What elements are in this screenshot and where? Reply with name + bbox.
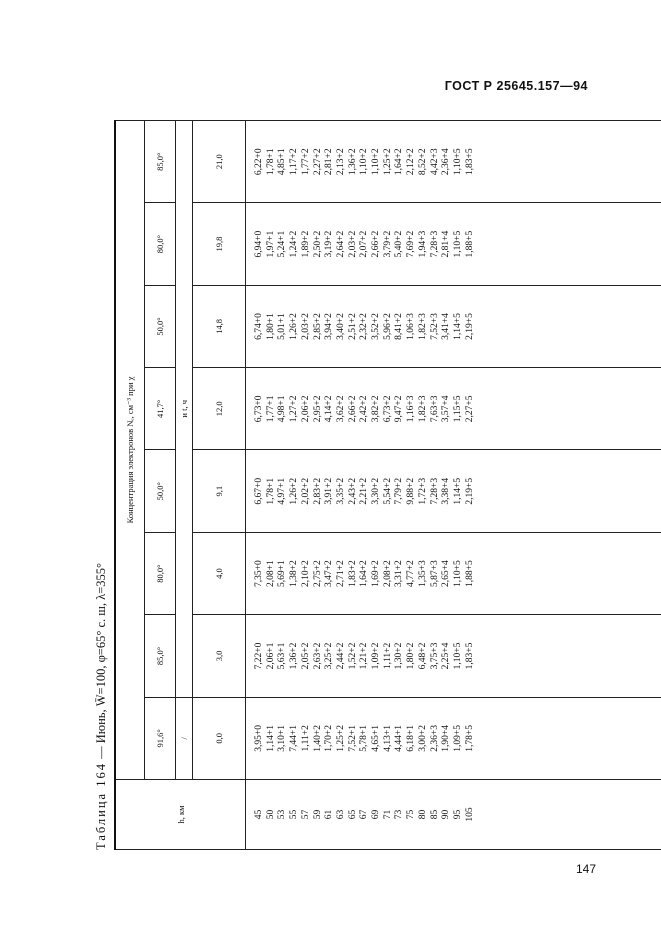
data-cell: 1,72+3 bbox=[417, 477, 428, 505]
data-cell: 2,07+2 bbox=[359, 230, 370, 258]
height-cell: 53 bbox=[277, 809, 288, 820]
t-header-cell: 3,0 bbox=[193, 615, 246, 697]
data-cell: 5,87+3 bbox=[429, 560, 440, 587]
data-cell: 6,18+1 bbox=[406, 724, 417, 752]
data-cell: 2,05+2 bbox=[300, 642, 311, 670]
data-cell: 2,02+2 bbox=[300, 477, 311, 505]
data-cell: 1,69+2 bbox=[371, 560, 382, 587]
data-cell: 7,52+3 bbox=[429, 313, 440, 340]
data-cell: 4,13+1 bbox=[382, 724, 393, 752]
data-table bbox=[114, 120, 661, 850]
data-cell: 1,26+2 bbox=[289, 313, 300, 340]
height-cell: 75 bbox=[406, 809, 417, 820]
data-cell: 1,88+5 bbox=[464, 560, 475, 587]
data-cell: 2,13+2 bbox=[335, 148, 346, 176]
data-cell: 3,79+2 bbox=[382, 230, 393, 258]
time-header-row bbox=[176, 121, 193, 850]
chi-header-cell: 41,7° bbox=[145, 368, 176, 450]
chi-header-row bbox=[145, 121, 176, 850]
height-cell: 105 bbox=[464, 807, 475, 822]
data-column bbox=[246, 615, 661, 697]
chi-header-cell: 50,0° bbox=[145, 285, 176, 367]
data-column bbox=[246, 450, 661, 532]
data-cell: 1,14+1 bbox=[265, 724, 276, 752]
data-cell: 1,97+1 bbox=[265, 230, 276, 258]
data-cell: 3,47+2 bbox=[324, 560, 335, 587]
data-cell: 6,67+0 bbox=[254, 477, 264, 505]
chi-header-cell: 80,0° bbox=[145, 532, 176, 614]
data-cell: 2,43+2 bbox=[347, 477, 358, 505]
data-cell: 9,47+2 bbox=[394, 395, 405, 423]
data-cell: 1,82+3 bbox=[417, 395, 428, 423]
data-cell: 1,80+1 bbox=[265, 313, 276, 340]
data-cell: 7,28+3 bbox=[429, 230, 440, 258]
data-cell: 2,75+2 bbox=[312, 560, 323, 587]
data-cell: 4,98+1 bbox=[277, 395, 288, 423]
data-cell: 3,75+3 bbox=[429, 642, 440, 670]
rotated-table-block bbox=[88, 120, 598, 850]
data-cell: 1,11+2 bbox=[300, 725, 311, 752]
table-caption-text: — Июнь, W̄=100, φ=65° с. ш, λ=355° bbox=[94, 563, 108, 763]
t-header-cell: 9,1 bbox=[193, 450, 246, 532]
data-cell: 2,32+2 bbox=[359, 313, 370, 340]
data-cell: 1,70+2 bbox=[324, 724, 335, 752]
data-cell: 5,78+1 bbox=[359, 724, 370, 752]
data-cell: 3,35+2 bbox=[335, 477, 346, 505]
data-cell: 1,38+2 bbox=[289, 560, 300, 587]
data-cell: 2,21+2 bbox=[359, 477, 370, 505]
height-cell: 65 bbox=[347, 809, 358, 820]
data-body-row bbox=[246, 121, 661, 850]
data-cell: 2,36+3 bbox=[429, 724, 440, 752]
t-header-cell: 14,8 bbox=[193, 285, 246, 367]
data-cell: 2,27+5 bbox=[464, 395, 475, 423]
data-cell: 4,42+3 bbox=[429, 148, 440, 176]
data-cell: 3,25+2 bbox=[324, 642, 335, 670]
data-cell: 4,65+1 bbox=[371, 724, 382, 752]
height-cell: 50 bbox=[265, 809, 276, 820]
height-cell: 67 bbox=[359, 809, 370, 820]
data-cell: 1,77+1 bbox=[265, 395, 276, 423]
data-cell: 5,24+1 bbox=[277, 230, 288, 258]
data-cell: 1,06+3 bbox=[406, 313, 417, 340]
data-cell: 5,54+2 bbox=[382, 477, 393, 505]
data-cell: 3,52+2 bbox=[371, 313, 382, 340]
data-cell: 2,85+2 bbox=[312, 313, 323, 340]
data-cell: 2,19+5 bbox=[464, 313, 475, 340]
data-cell: 7,52+1 bbox=[347, 724, 358, 752]
data-cell: 6,73+0 bbox=[254, 395, 264, 423]
t-header-cell: 19,8 bbox=[193, 203, 246, 285]
data-cell: 3,00+2 bbox=[417, 724, 428, 752]
data-cell: 9,88+2 bbox=[406, 477, 417, 505]
data-cell: 1,14+5 bbox=[452, 477, 463, 505]
height-cell: 59 bbox=[312, 809, 323, 820]
data-cell: 7,35+0 bbox=[254, 560, 264, 587]
data-cell: 1,15+5 bbox=[452, 395, 463, 423]
data-cell: 2,51+2 bbox=[347, 313, 358, 340]
data-cell: 1,64+2 bbox=[394, 148, 405, 176]
height-cell: 73 bbox=[394, 809, 405, 820]
data-cell: 2,66+2 bbox=[371, 230, 382, 258]
data-cell: 1,82+3 bbox=[417, 313, 428, 340]
data-cell: 2,42+2 bbox=[359, 395, 370, 423]
data-column bbox=[246, 203, 661, 285]
data-cell: 7,79+2 bbox=[394, 477, 405, 505]
data-column bbox=[246, 368, 661, 450]
data-cell: 6,22+0 bbox=[254, 148, 264, 176]
data-cell: 2,63+2 bbox=[312, 642, 323, 670]
data-cell: 2,03+2 bbox=[300, 313, 311, 340]
data-cell: 2,27+2 bbox=[312, 148, 323, 176]
data-cell: 1,10+2 bbox=[371, 148, 382, 176]
height-cell: 45 bbox=[254, 809, 264, 820]
data-cell: 2,25+4 bbox=[441, 642, 452, 670]
data-cell: 2,83+2 bbox=[312, 477, 323, 505]
data-column bbox=[246, 697, 661, 779]
height-cell: 63 bbox=[335, 809, 346, 820]
chi-header-cell: 50,0° bbox=[145, 450, 176, 532]
t-header-cell: 4,0 bbox=[193, 532, 246, 614]
chi-header-cell: 80,0° bbox=[145, 203, 176, 285]
data-cell: 3,62+2 bbox=[335, 395, 346, 423]
data-cell: 1,80+2 bbox=[406, 642, 417, 670]
height-cell: 69 bbox=[371, 809, 382, 820]
data-cell: 3,38+4 bbox=[441, 477, 452, 505]
data-cell: 3,41+4 bbox=[441, 313, 452, 340]
chi-header-cell: 85,0° bbox=[145, 121, 176, 203]
group-header: Концентрация электронов Nₑ, см⁻³ при χ bbox=[115, 121, 145, 780]
data-cell: 5,63+1 bbox=[277, 642, 288, 670]
data-cell: 3,82+2 bbox=[371, 395, 382, 423]
data-cell: 1,10+5 bbox=[452, 148, 463, 176]
t-header-cell: 12,0 bbox=[193, 368, 246, 450]
t-header-row bbox=[193, 121, 246, 850]
data-cell: 1,83+2 bbox=[347, 560, 358, 587]
data-cell: 1,10+5 bbox=[452, 642, 463, 670]
height-cell: 57 bbox=[300, 809, 311, 820]
data-cell: 1,78+1 bbox=[265, 477, 276, 505]
data-cell: 7,69+2 bbox=[406, 230, 417, 258]
data-cell: 1,27+2 bbox=[289, 395, 300, 423]
data-cell: 2,81+2 bbox=[324, 148, 335, 176]
data-cell: 1,11+2 bbox=[382, 642, 393, 670]
t-header-cell: 0,0 bbox=[193, 697, 246, 779]
data-cell: 1,25+2 bbox=[335, 724, 346, 752]
data-cell: 2,19+5 bbox=[464, 477, 475, 505]
data-cell: 4,85+1 bbox=[277, 148, 288, 176]
data-cell: 2,06+1 bbox=[265, 642, 276, 670]
data-cell: 4,44+1 bbox=[394, 724, 405, 752]
data-cell: 1,36+2 bbox=[347, 148, 358, 176]
data-column bbox=[246, 121, 661, 203]
data-cell: 2,08+1 bbox=[265, 560, 276, 587]
data-cell: 4,97+1 bbox=[277, 477, 288, 505]
data-cell: 3,40+2 bbox=[335, 313, 346, 340]
data-cell: 1,10+5 bbox=[452, 560, 463, 587]
data-cell: 2,10+2 bbox=[300, 560, 311, 587]
data-cell: 2,50+2 bbox=[312, 230, 323, 258]
data-cell: 2,12+2 bbox=[406, 148, 417, 176]
data-cell: 8,41+2 bbox=[394, 313, 405, 340]
data-cell: 2,66+2 bbox=[347, 395, 358, 423]
data-cell: 7,28+3 bbox=[429, 477, 440, 505]
data-cell: 1,94+3 bbox=[417, 230, 428, 258]
t-header-cell: 21,0 bbox=[193, 121, 246, 203]
data-cell: 1,83+5 bbox=[464, 642, 475, 670]
data-column bbox=[246, 532, 661, 614]
data-cell: 1,24+2 bbox=[289, 230, 300, 258]
data-cell: 1,25+2 bbox=[382, 148, 393, 176]
data-cell: 3,94+2 bbox=[324, 313, 335, 340]
chi-header-cell: 91,6° bbox=[145, 697, 176, 779]
data-cell: 6,94+0 bbox=[254, 230, 264, 258]
data-cell: 1,90+4 bbox=[441, 724, 452, 752]
data-cell: 2,81+4 bbox=[441, 230, 452, 258]
data-cell: 1,16+3 bbox=[406, 395, 417, 423]
data-cell: 3,10+1 bbox=[277, 724, 288, 752]
page-number: 147 bbox=[575, 862, 596, 876]
height-cell: 61 bbox=[324, 809, 335, 820]
data-cell: 7,44+1 bbox=[289, 724, 300, 752]
height-column bbox=[246, 780, 661, 850]
data-cell: 4,14+2 bbox=[324, 395, 335, 423]
data-cell: 4,77+2 bbox=[406, 560, 417, 587]
height-cell: 85 bbox=[429, 809, 440, 820]
data-cell: 1,77+2 bbox=[300, 148, 311, 176]
data-cell: 1,83+5 bbox=[464, 148, 475, 176]
height-cell: 90 bbox=[441, 809, 452, 820]
slash-cell: / bbox=[176, 697, 193, 779]
table-caption-label: Таблица 164 bbox=[94, 762, 108, 850]
data-cell: 2,65+4 bbox=[441, 560, 452, 587]
data-cell: 1,21+2 bbox=[359, 642, 370, 670]
data-cell: 1,10+5 bbox=[452, 230, 463, 258]
data-cell: 6,74+0 bbox=[254, 313, 264, 340]
data-cell: 3,95+0 bbox=[254, 724, 264, 752]
data-cell: 1,26+2 bbox=[289, 477, 300, 505]
data-cell: 1,36+2 bbox=[289, 642, 300, 670]
data-cell: 3,30+2 bbox=[371, 477, 382, 505]
data-cell: 2,71+2 bbox=[335, 560, 346, 587]
data-cell: 2,36+4 bbox=[441, 148, 452, 176]
data-cell: 1,14+5 bbox=[452, 313, 463, 340]
data-cell: 3,91+2 bbox=[324, 477, 335, 505]
height-cell: 71 bbox=[382, 809, 393, 820]
data-cell: 2,64+2 bbox=[335, 230, 346, 258]
data-cell: 1,10+2 bbox=[359, 148, 370, 176]
data-cell: 3,57+4 bbox=[441, 395, 452, 423]
data-cell: 1,09+5 bbox=[452, 724, 463, 752]
data-cell: 1,78+1 bbox=[265, 148, 276, 176]
stub-header: h, км bbox=[115, 780, 246, 850]
data-cell: 1,88+5 bbox=[464, 230, 475, 258]
height-cell: 95 bbox=[452, 809, 463, 820]
height-cell: 55 bbox=[289, 809, 300, 820]
data-cell: 2,06+2 bbox=[300, 395, 311, 423]
chi-header-cell: 85,0° bbox=[145, 615, 176, 697]
data-cell: 5,69+1 bbox=[277, 560, 288, 587]
data-cell: 1,17+2 bbox=[289, 148, 300, 176]
data-cell: 1,64+2 bbox=[359, 560, 370, 587]
standard-header: ГОСТ Р 25645.157—94 bbox=[444, 79, 588, 93]
data-cell: 7,63+3 bbox=[429, 395, 440, 423]
data-cell: 7,22+0 bbox=[254, 642, 264, 670]
data-cell: 6,48+2 bbox=[417, 642, 428, 670]
data-cell: 3,31+2 bbox=[394, 560, 405, 587]
data-cell: 1,89+2 bbox=[300, 230, 311, 258]
data-cell: 2,08+2 bbox=[382, 560, 393, 587]
data-cell: 1,52+2 bbox=[347, 642, 358, 670]
data-cell: 5,40+2 bbox=[394, 230, 405, 258]
data-cell: 1,09+2 bbox=[371, 642, 382, 670]
height-cell: 80 bbox=[417, 809, 428, 820]
data-cell: 5,96+2 bbox=[382, 313, 393, 340]
data-cell: 1,30+2 bbox=[394, 642, 405, 670]
data-cell: 3,19+2 bbox=[324, 230, 335, 258]
data-cell: 5,01+1 bbox=[277, 313, 288, 340]
table-caption bbox=[88, 120, 114, 850]
data-column bbox=[246, 285, 661, 367]
data-cell: 8,52+2 bbox=[417, 148, 428, 176]
data-cell: 2,44+2 bbox=[335, 642, 346, 670]
data-cell: 1,40+2 bbox=[312, 724, 323, 752]
data-cell: 1,35+3 bbox=[417, 560, 428, 587]
data-cell: 6,73+2 bbox=[382, 395, 393, 423]
time-header: и t, ч bbox=[176, 121, 193, 698]
data-cell: 2,95+2 bbox=[312, 395, 323, 423]
data-cell: 1,78+5 bbox=[464, 724, 475, 752]
data-cell: 2,03+2 bbox=[347, 230, 358, 258]
